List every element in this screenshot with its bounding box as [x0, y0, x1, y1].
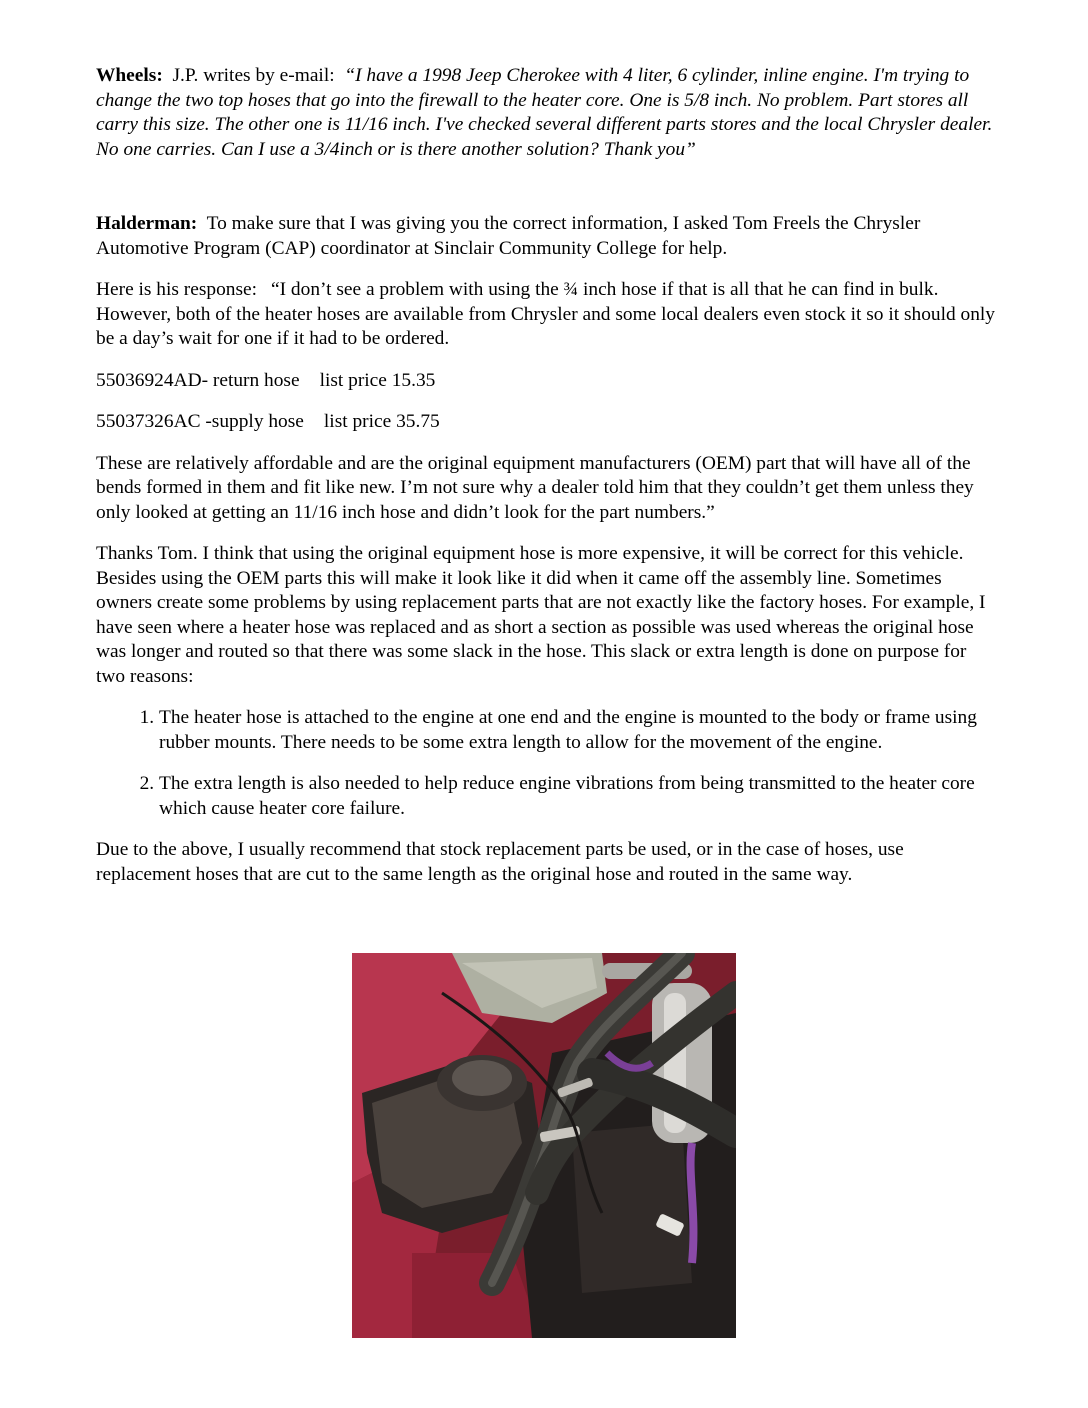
- response-intro: Here is his response:: [96, 279, 258, 300]
- response-text: “I don’t see a problem with using the ¾ inch hose if that is all that he can find in bulk. However, both of the heater hoses are available from Chrysler and some local dealers even stock it so it should only be a day’s wait for one if it had to be ordered.: [96, 279, 996, 349]
- oem-paragraph: These are relatively affordable and are the original equipment manufacturers (OEM) part that will have all of the bends formed in them and fit like new. I’m not sure why a dealer told him that they couldn’t get them unless they only looked at getting an 11/16 inch hose and didn’t look for the part numbers.”: [96, 452, 974, 523]
- part-number: 55037326AC -supply hose: [96, 411, 304, 432]
- reasons-list: [96, 706, 996, 821]
- answer-text: To make sure that I was giving you the correct information, I asked Tom Freels the Chrysler Automotive Program (CAP) coordinator at Sinclair Community College for help.: [96, 213, 921, 259]
- part-price: list price 15.35: [319, 369, 436, 391]
- part-line-return: [96, 369, 996, 394]
- answer-paragraph: [96, 212, 996, 261]
- part-line-supply: [96, 410, 996, 435]
- response-paragraph: [96, 278, 996, 352]
- list-item: 2. The extra length is also needed to help reduce engine vibrations from being transmitted to the heater core which cause heater core failure.: [159, 772, 996, 821]
- answer-label: Halderman:: [96, 213, 198, 234]
- document-body: [96, 64, 996, 904]
- part-number: 55036924AD- return hose: [96, 369, 300, 391]
- heater-hoses-photo: [352, 953, 736, 1338]
- list-item: 1. The heater hose is attached to the engine at one end and the engine is mounted to the body or frame using rubber mounts. There needs to be some extra length to allow for the movement of the engine.: [159, 706, 996, 755]
- heater-hoses-photo-icon: [352, 953, 736, 1338]
- question-lead: J.P. writes by e-mail:: [172, 65, 335, 86]
- closing-paragraph: Due to the above, I usually recommend that stock replacement parts be used, or in the case of hoses, use replacement hoses that are cut to the same length as the original hose and routed in the same way.: [96, 839, 904, 885]
- thanks-paragraph: Thanks Tom. I think that using the original equipment hose is more expensive, it will be correct for this vehicle. Besides using the OEM parts this will make it look like it did when it came off the assembly line. Sometimes owners create some problems by using replacement parts that are not exactly like the factory hoses. For example, I have seen where a heater hose was replaced and as short a section as possible was used whereas the original hose was longer and routed so that there was some slack in the hose. This slack or extra length is done on purpose for two reasons:: [96, 543, 986, 687]
- part-price: list price 35.75: [323, 411, 440, 432]
- question-text: “I have a 1998 Jeep Cherokee with 4 liter, 6 cylinder, inline engine. I'm trying to change the two top hoses that go into the firewall to the heater core. One is 5/8 inch. No problem. Part stores all carry this size. The other one is 11/16 inch. I've checked several different parts stores and the local Chrysler dealer. No one carries. Can I use a 3/4inch or is there another solution? Thank you”: [96, 65, 993, 160]
- question-label: Wheels:: [96, 65, 163, 86]
- question-paragraph: [96, 64, 996, 162]
